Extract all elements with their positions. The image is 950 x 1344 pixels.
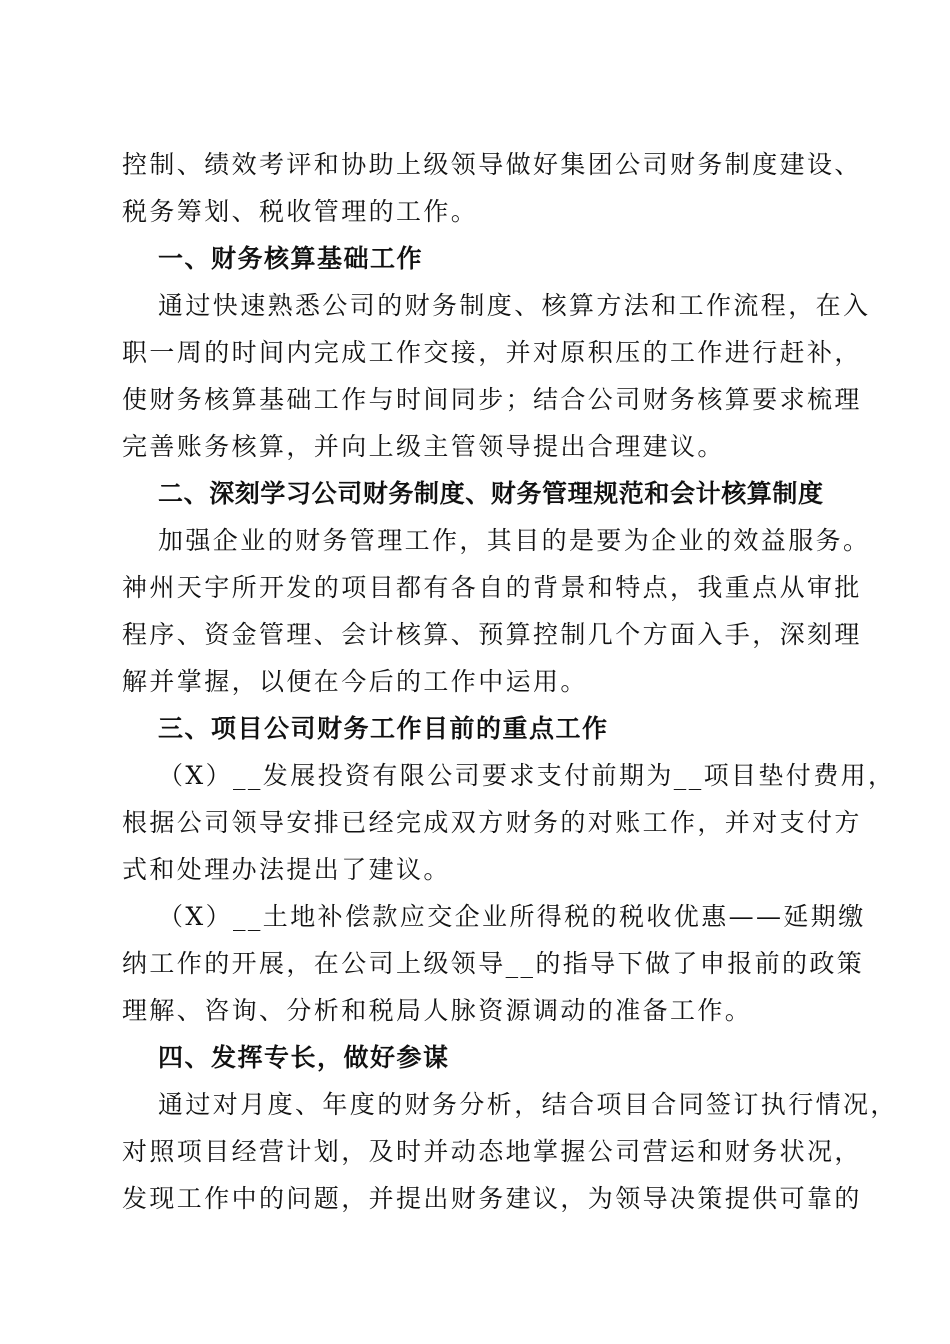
- paragraph-line: 式和处理办法提出了建议。: [122, 855, 451, 884]
- paragraph-line: 通过快速熟悉公司的财务制度、核算方法和工作流程，在入: [158, 291, 871, 320]
- paragraph-line: 职一周的时间内完成工作交接，并对原积压的工作进行赶补，: [122, 338, 862, 367]
- paragraph-line: 完善账务核算，并向上级主管领导提出合理建议。: [122, 432, 725, 461]
- paragraph-line: 程序、资金管理、会计核算、预算控制几个方面入手，深刻理: [122, 620, 862, 649]
- paragraph-line: 解并掌握，以便在今后的工作中运用。: [122, 667, 588, 696]
- paragraph-line: 根据公司领导安排已经完成双方财务的对账工作，并对支付方: [122, 808, 862, 837]
- paragraph-line: 税务筹划、税收管理的工作。: [122, 197, 479, 226]
- paragraph-line: （X）__发展投资有限公司要求支付前期为__项目垫付费用，: [158, 761, 896, 790]
- paragraph-line: 神州天宇所开发的项目都有各自的背景和特点，我重点从审批: [122, 573, 862, 602]
- paragraph-line: 发现工作中的问题，并提出财务建议，为领导决策提供可靠的: [122, 1184, 862, 1213]
- document-body: [122, 141, 898, 1222]
- paragraph-line: （X）__土地补偿款应交企业所得税的税收优惠——延期缴: [158, 902, 866, 931]
- section-heading-1: 一、财务核算基础工作: [158, 244, 424, 273]
- section-heading-2: 二、深刻学习公司财务制度、财务管理规范和会计核算制度: [158, 479, 824, 508]
- paragraph-line: 理解、咨询、分析和税局人脉资源调动的准备工作。: [122, 996, 753, 1025]
- paragraph-line: 加强企业的财务管理工作，其目的是要为企业的效益服务。: [158, 526, 871, 555]
- paragraph-line: 控制、绩效考评和协助上级领导做好集团公司财务制度建设、: [122, 150, 862, 179]
- paragraph-line: 使财务核算基础工作与时间同步；结合公司财务核算要求梳理: [122, 385, 862, 414]
- paragraph-line: 纳工作的开展，在公司上级领导__的指导下做了申报前的政策: [122, 949, 865, 978]
- paragraph-line: 对照项目经营计划，及时并动态地掌握公司营运和财务状况，: [122, 1137, 862, 1166]
- section-heading-4: 四、发挥专长，做好参谋: [158, 1043, 450, 1072]
- paragraph-line: 通过对月度、年度的财务分析，结合项目合同签订执行情况，: [158, 1090, 898, 1119]
- section-heading-3: 三、项目公司财务工作目前的重点工作: [158, 714, 609, 743]
